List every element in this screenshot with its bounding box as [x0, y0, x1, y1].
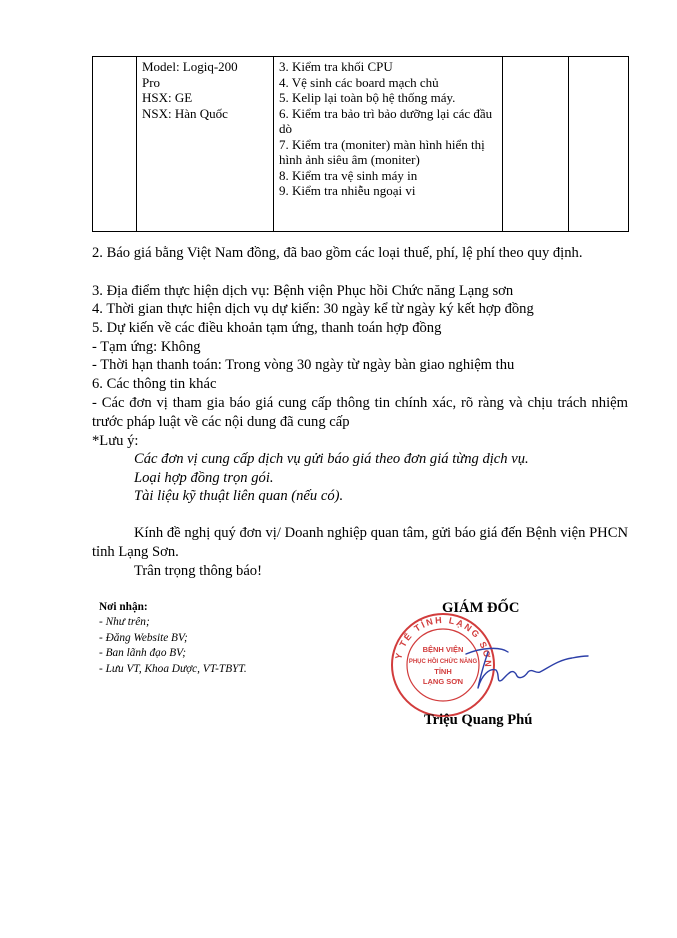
recipients-title: Nơi nhận: — [99, 601, 148, 613]
table-cell-index — [93, 57, 137, 232]
paragraph-location: 3. Địa điểm thực hiện dịch vụ: Bệnh viện Phục hồi Chức năng Lạng sơn — [92, 283, 514, 299]
paragraph-payment-terms: 5. Dự kiến về các điều khoản tạm ứng, thanh toán hợp đồng — [92, 320, 442, 336]
note-item: Tài liệu kỹ thuật liên quan (nếu có). — [134, 488, 344, 504]
recipients-block — [99, 600, 247, 677]
task-item: 7. Kiểm tra (moniter) màn hình hiển thị hình ảnh siêu âm (moniter) — [279, 136, 485, 167]
note-heading: *Lưu ý: — [92, 433, 139, 449]
recipient-item: - Ban lãnh đạo BV; — [99, 647, 187, 660]
paragraph-payment-deadline: - Thời hạn thanh toán: Trong vòng 30 ngày từ ngày bàn giao nghiệm thu — [92, 357, 515, 373]
task-item: 9. Kiểm tra nhiễu ngoại vi — [279, 183, 416, 198]
recipient-item: - Như trên; — [99, 616, 150, 629]
signer-title: GIÁM ĐỐC — [442, 600, 520, 616]
task-item: 3. Kiểm tra khối CPU — [279, 59, 393, 74]
handwritten-signature — [460, 644, 590, 696]
table-cell-empty — [503, 57, 569, 232]
note-item: Các đơn vị cung cấp dịch vụ gửi báo giá theo đơn giá từng dịch vụ. — [134, 451, 529, 467]
table-cell-tasks — [274, 57, 503, 232]
seal-line: BỆNH VIỆN — [422, 645, 464, 654]
seal-line: TỈNH — [434, 667, 452, 676]
table-cell-empty — [569, 57, 629, 232]
recipient-item: - Đăng Website BV; — [99, 631, 188, 644]
task-item: 5. Kelip lại toàn bộ hệ thống máy. — [279, 90, 456, 105]
table-row — [93, 57, 629, 232]
service-table — [92, 56, 629, 232]
closing-paragraph: Kính đề nghị quý đơn vị/ Doanh nghiệp quan tâm, gửi báo giá đến Bệnh viện PHCN tỉnh Lạng Sơn. — [92, 525, 628, 560]
paragraph-advance: - Tạm ứng: Không — [92, 339, 201, 355]
regards-text: Trân trọng thông báo! — [134, 563, 262, 579]
signer-name: Triệu Quang Phú — [424, 712, 533, 728]
task-item: 8. Kiểm tra vệ sinh máy in — [279, 167, 418, 183]
device-manufacturer: HSX: GE — [142, 90, 193, 105]
device-model: Model: Logiq-200 — [142, 59, 238, 74]
paragraph-currency: 2. Báo giá bằng Việt Nam đồng, đã bao gồm các loại thuế, phí, lệ phí theo quy định. — [92, 245, 583, 261]
seal-ring-text: Y TẾ TỈNH LẠNG SƠN — [393, 614, 494, 669]
recipient-item: - Lưu VT, Khoa Dược, VT-TBYT. — [99, 662, 247, 675]
device-model-suffix: Pro — [142, 74, 161, 90]
paragraph-responsibility: - Các đơn vị tham gia báo giá cung cấp thông tin chính xác, rõ ràng và chịu trách nhiệm trước pháp luật về các nội dung đã cung cấp — [92, 395, 628, 430]
task-item: 4. Vệ sinh các board mạch chủ — [279, 74, 439, 90]
seal-line: LẠNG SƠN — [422, 677, 464, 686]
note-item: Loại hợp đồng trọn gói. — [134, 470, 274, 486]
seal-line: PHỤC HỒI CHỨC NĂNG — [408, 659, 478, 665]
paragraph-duration: 4. Thời gian thực hiện dịch vụ dự kiến: 30 ngày kể từ ngày ký kết hợp đồng — [92, 301, 534, 317]
paragraph-other-info: 6. Các thông tin khác — [92, 376, 217, 392]
task-item: 6. Kiểm tra bảo trì bảo dưỡng lại các đầu dò — [279, 105, 493, 136]
device-country: NSX: Hàn Quốc — [142, 105, 228, 121]
table-cell-device — [137, 57, 274, 232]
